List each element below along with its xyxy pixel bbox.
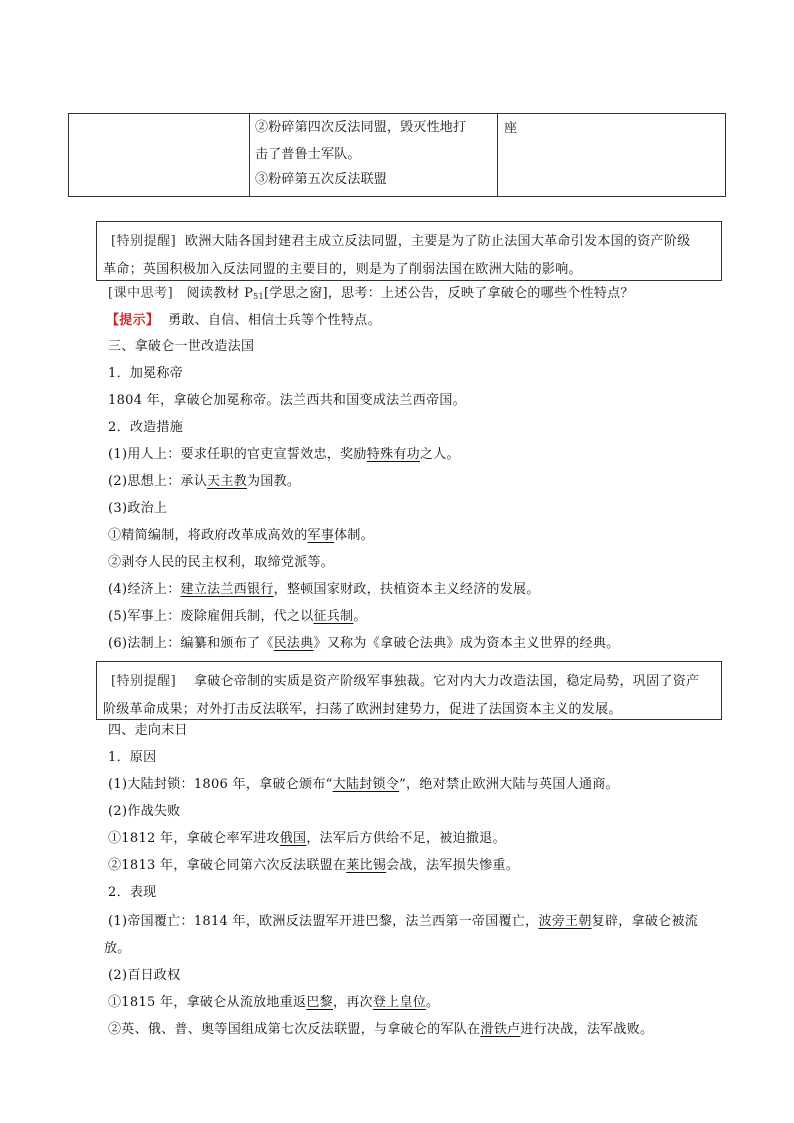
text: 复辟，拿破仑被流 <box>591 914 699 929</box>
cause-defeat-2 <box>108 857 519 875</box>
heading-manifestation: 2．表现 <box>108 885 157 900</box>
underlined-answer: 俄国 <box>279 831 307 846</box>
hundred-days: (2)百日政权 <box>108 968 181 983</box>
section-3-title: 三、拿破仑一世改造法国 <box>108 339 255 354</box>
underlined-answer: 波旁王朝 <box>538 914 592 929</box>
text: ①1815 年，拿破仑从流放地重返 <box>108 995 307 1010</box>
text: 会战，法军损失惨重。 <box>386 858 520 873</box>
reform-economy <box>108 581 540 599</box>
text: (6)法制上：编纂和颁布了《 <box>108 636 274 651</box>
text: (4)经济上： <box>108 582 181 597</box>
hint-text: 勇敢、自信、相信士兵等个性特点。 <box>168 313 381 328</box>
hint-line <box>106 312 381 330</box>
page-subscript: 51 <box>253 292 264 301</box>
reform-politics-2: ②剥夺人民的民主权利，取缔党派等。 <box>108 555 335 570</box>
text: 之人。 <box>419 447 460 462</box>
underlined-answer: 特殊有功 <box>366 447 420 462</box>
text: ①精简编制，将政府改革成高效的 <box>108 528 308 543</box>
underlined-answer: 军事 <box>307 528 335 543</box>
reminder-text: 阶级革命成果；对外打击反法联军，扫荡了欧洲封建势力，促进了法国资本主义的发展。 <box>103 702 622 717</box>
reform-ideology <box>108 473 300 491</box>
reform-politics: (3)政治上 <box>108 501 168 516</box>
reform-politics-1 <box>108 527 374 545</box>
text: 。 <box>353 609 367 624</box>
heading-coronation: 1．加冕称帝 <box>108 366 184 381</box>
text: (1)用人上：要求任职的官吏宣誓效忠，奖励 <box>108 447 367 462</box>
underlined-answer: 建立法兰西银行 <box>180 582 274 597</box>
reminder-tag: [特别提醒] <box>111 674 177 689</box>
paragraph-coronation: 1804 年，拿破仑加冕称帝。法兰西共和国变成法兰西帝国。 <box>108 393 466 408</box>
thinking-tag: [课中思考] <box>108 286 174 301</box>
hundred-days-1 <box>108 994 439 1012</box>
text: 。 <box>426 995 440 1010</box>
section-4-title: 四、走向末日 <box>108 723 188 738</box>
underlined-answer: 登上皇位 <box>372 995 427 1010</box>
empire-fall <box>108 913 698 931</box>
underlined-answer: 征兵制 <box>313 609 354 624</box>
text: ①1812 年，拿破仑率军进攻 <box>108 831 280 846</box>
cause-defeat: (2)作战失败 <box>108 804 181 819</box>
heading-reforms: 2．改造措施 <box>108 420 184 435</box>
empire-fall-cont: 放。 <box>104 941 131 956</box>
text: ，整顿国家财政，扶植资本主义经济的发展。 <box>273 582 540 597</box>
reform-law <box>108 635 619 653</box>
cause-blockade <box>108 776 619 794</box>
reminder-tag: [特别提醒] <box>111 234 177 249</box>
thinking-text-pre: 阅读教材 P <box>186 286 254 301</box>
text: 体制。 <box>334 528 375 543</box>
text: ②英、俄、普、奥等国组成第七次反法联盟，与拿破仑的军队在 <box>108 1022 481 1037</box>
underlined-answer: 滑铁卢 <box>480 1022 521 1037</box>
table-line: 击了普鲁士军队。 <box>255 147 361 162</box>
text: 为国教。 <box>247 474 301 489</box>
reminder-text: 革命；英国积极加入反法同盟的主要目的，则是为了削弱法国在欧洲大陆的影响。 <box>103 262 582 277</box>
text: ②1813 年，拿破仑同第六次反法联盟在 <box>108 858 347 873</box>
text: ”，绝对禁止欧洲大陆与英国人通商。 <box>399 777 619 792</box>
text: (2)思想上：承认 <box>108 474 208 489</box>
table-line: ③粉碎第五次反法联盟 <box>255 172 388 187</box>
in-class-thinking <box>108 285 634 306</box>
heading-causes: 1．原因 <box>108 750 157 765</box>
text: (5)军事上：废除雇佣兵制，代之以 <box>108 609 314 624</box>
hint-tag: 【提示】 <box>106 313 160 328</box>
text: ，法军后方供给不足，被迫撤退。 <box>306 831 506 846</box>
thinking-text-post: [学思之窗]，思考：上述公告，反映了拿破仑的哪些个性特点？ <box>263 286 634 301</box>
continuation-table <box>68 113 726 197</box>
table-cell-right <box>498 114 726 197</box>
text: (1)大陆封锁：1806 年，拿破仑颁布“ <box>108 777 333 792</box>
text: (1)帝国覆亡：1814 年，欧洲反法盟军开进巴黎，法兰西第一帝国覆亡， <box>108 914 539 929</box>
reform-military <box>108 608 367 626</box>
special-reminder-box-1 <box>96 221 722 281</box>
table-line: ②粉碎第四次反法同盟，毁灭性地打 <box>255 120 467 135</box>
underlined-answer: 大陆封锁令 <box>332 777 400 792</box>
cause-defeat-1 <box>108 830 506 848</box>
underlined-answer: 民法典 <box>273 636 314 651</box>
hundred-days-2 <box>108 1021 653 1039</box>
table-cell-content <box>250 114 498 197</box>
text: 》又称为《拿破仑法典》成为资本主义世界的经典。 <box>313 636 620 651</box>
underlined-answer: 莱比锡 <box>346 858 387 873</box>
reminder-text: 欧洲大陆各国封建君主成立反法同盟，主要是为了防止法国大革命引发本国的资产阶级 <box>185 234 691 249</box>
text: ，再次 <box>332 995 373 1010</box>
table-cell-empty <box>69 114 250 197</box>
reminder-text: 拿破仑帝制的实质是资产阶级军事独裁。它对内大力改造法国，稳定局势，巩固了资产 <box>193 674 700 689</box>
special-reminder-box-2 <box>96 661 722 720</box>
reform-personnel <box>108 446 460 464</box>
text: 进行决战，法军战败。 <box>520 1022 654 1037</box>
underlined-answer: 天主教 <box>207 474 248 489</box>
table-cell-text: 座 <box>504 121 518 136</box>
underlined-answer: 巴黎 <box>306 995 333 1010</box>
